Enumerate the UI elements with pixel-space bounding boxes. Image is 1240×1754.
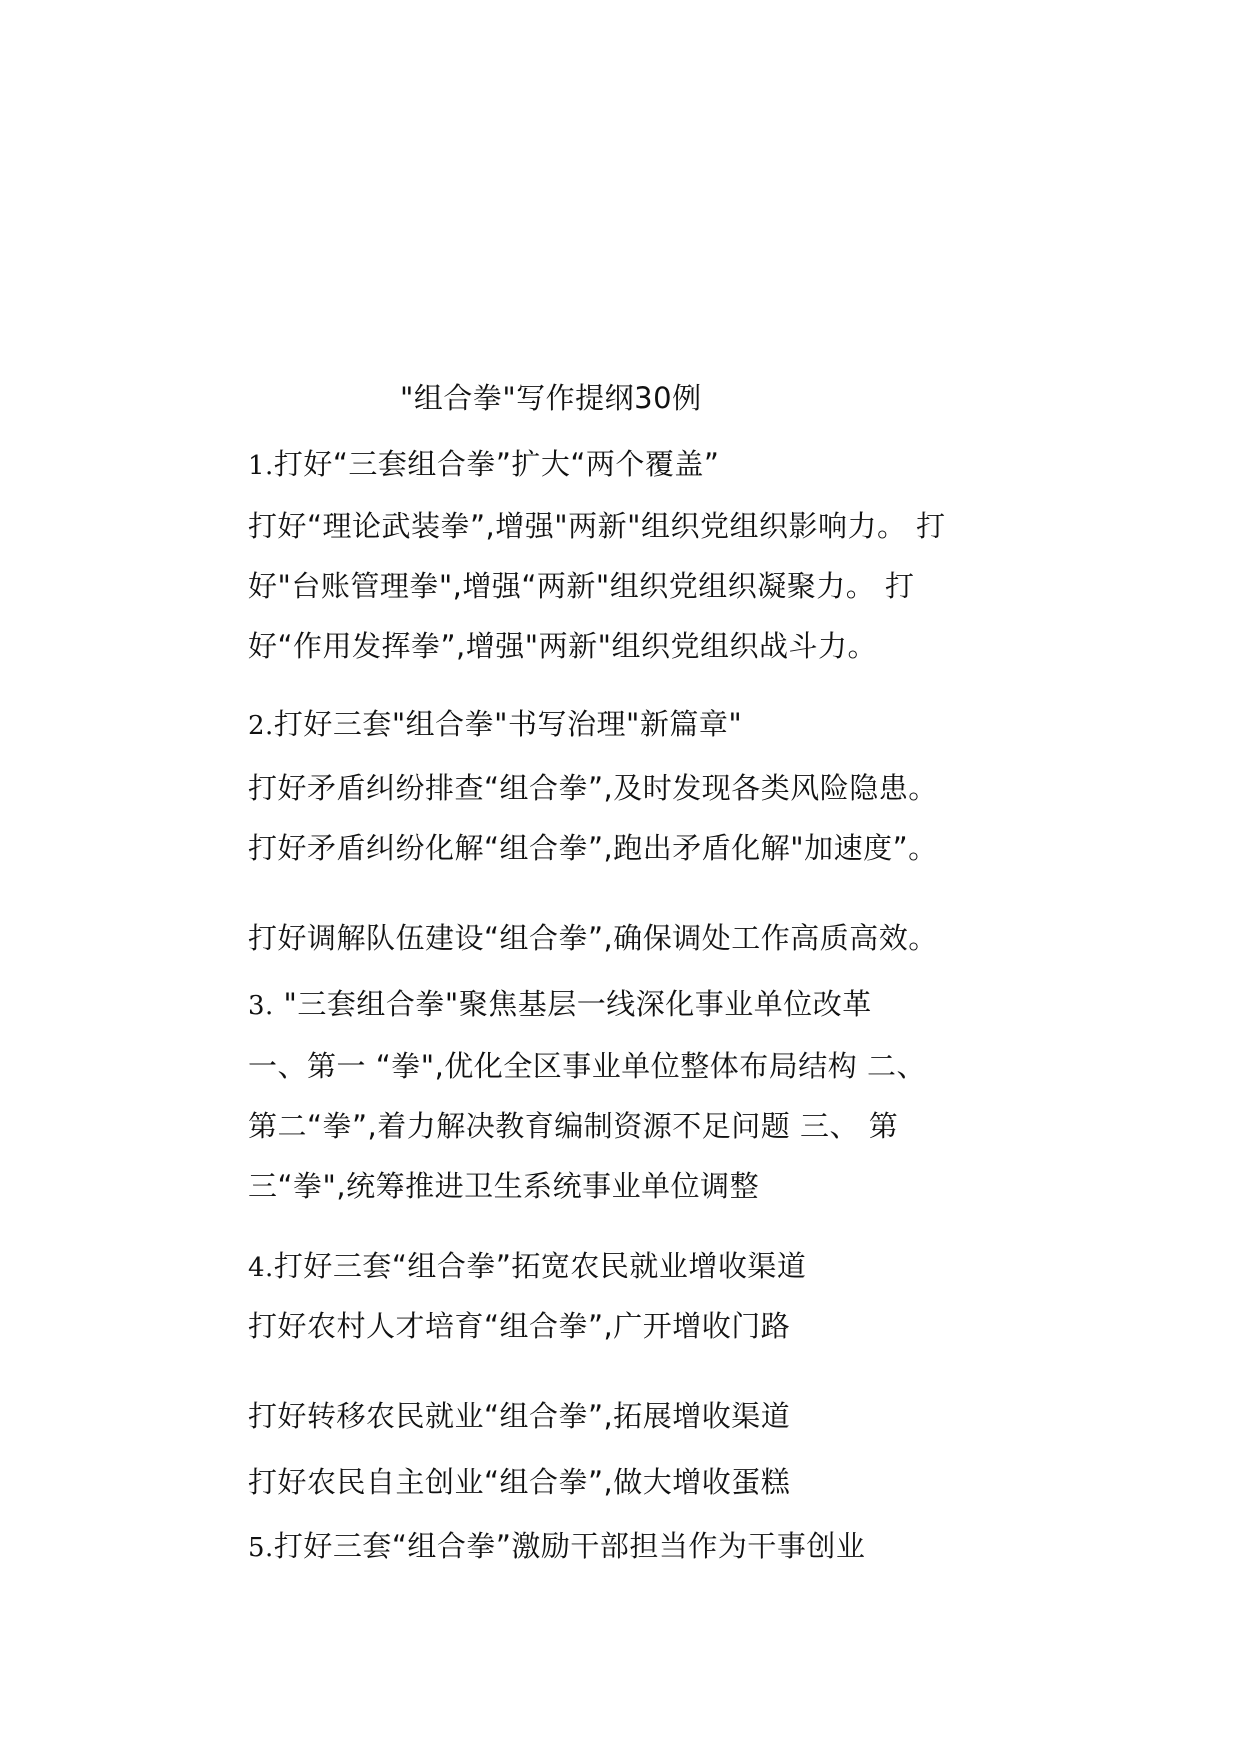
body-line: 一、第一 “拳",优化全区事业单位整体布局结构 二、 <box>248 1049 927 1083</box>
document-title: "组合拳"写作提纲30例 <box>400 381 702 415</box>
body-line: 打好矛盾纠纷排查“组合拳”,及时发现各类风险隐患。 <box>248 771 938 805</box>
body-line: 第二“拳”,着力解决教育编制资源不足问题 三、 第 <box>248 1109 899 1143</box>
body-line: 打好矛盾纠纷化解“组合拳”,跑出矛盾化解"加速度”。 <box>248 831 938 865</box>
section-number: 2. <box>248 711 274 741</box>
section-heading-5 <box>248 1526 865 1568</box>
section-heading-text: 打好三套“组合拳”拓宽农民就业增收渠道 <box>273 1249 807 1283</box>
body-line: 好"台账管理拳",增强“两新"组织党组织凝聚力。 打 <box>248 569 915 603</box>
section-number: 4. <box>248 1253 274 1283</box>
section-heading-4 <box>248 1246 806 1288</box>
body-line: 三“拳",统筹推进卫生系统事业单位调整 <box>248 1169 760 1203</box>
body-line: 打好转移农民就业“组合拳”,拓展增收渠道 <box>248 1399 791 1433</box>
section-number: 1. <box>248 451 274 481</box>
section-heading-1 <box>248 444 719 486</box>
section-heading-text: 打好“三套组合拳”扩大“两个覆盖” <box>273 447 720 481</box>
body-line: 打好调解队伍建设“组合拳”,确保调处工作高质高效。 <box>248 921 938 955</box>
section-number: 3. <box>248 991 274 1021</box>
body-line: 打好农村人才培育“组合拳”,广开增收门路 <box>248 1309 791 1343</box>
section-heading-text: "三套组合拳"聚焦基层一线深化事业单位改革 <box>273 987 872 1021</box>
section-heading-3 <box>248 984 872 1026</box>
body-line: 好“作用发挥拳”,增强"两新"组织党组织战斗力。 <box>248 629 877 663</box>
section-heading-text: 打好三套“组合拳”激励干部担当作为干事创业 <box>273 1529 866 1563</box>
section-heading-text: 打好三套"组合拳"书写治理"新篇章" <box>273 707 743 741</box>
section-number: 5. <box>248 1533 274 1563</box>
body-line: 打好“理论武装拳”,增强"两新"组织党组织影响力。 打 <box>248 509 946 543</box>
section-heading-2 <box>248 704 742 746</box>
body-line: 打好农民自主创业“组合拳”,做大增收蛋糕 <box>248 1465 791 1499</box>
